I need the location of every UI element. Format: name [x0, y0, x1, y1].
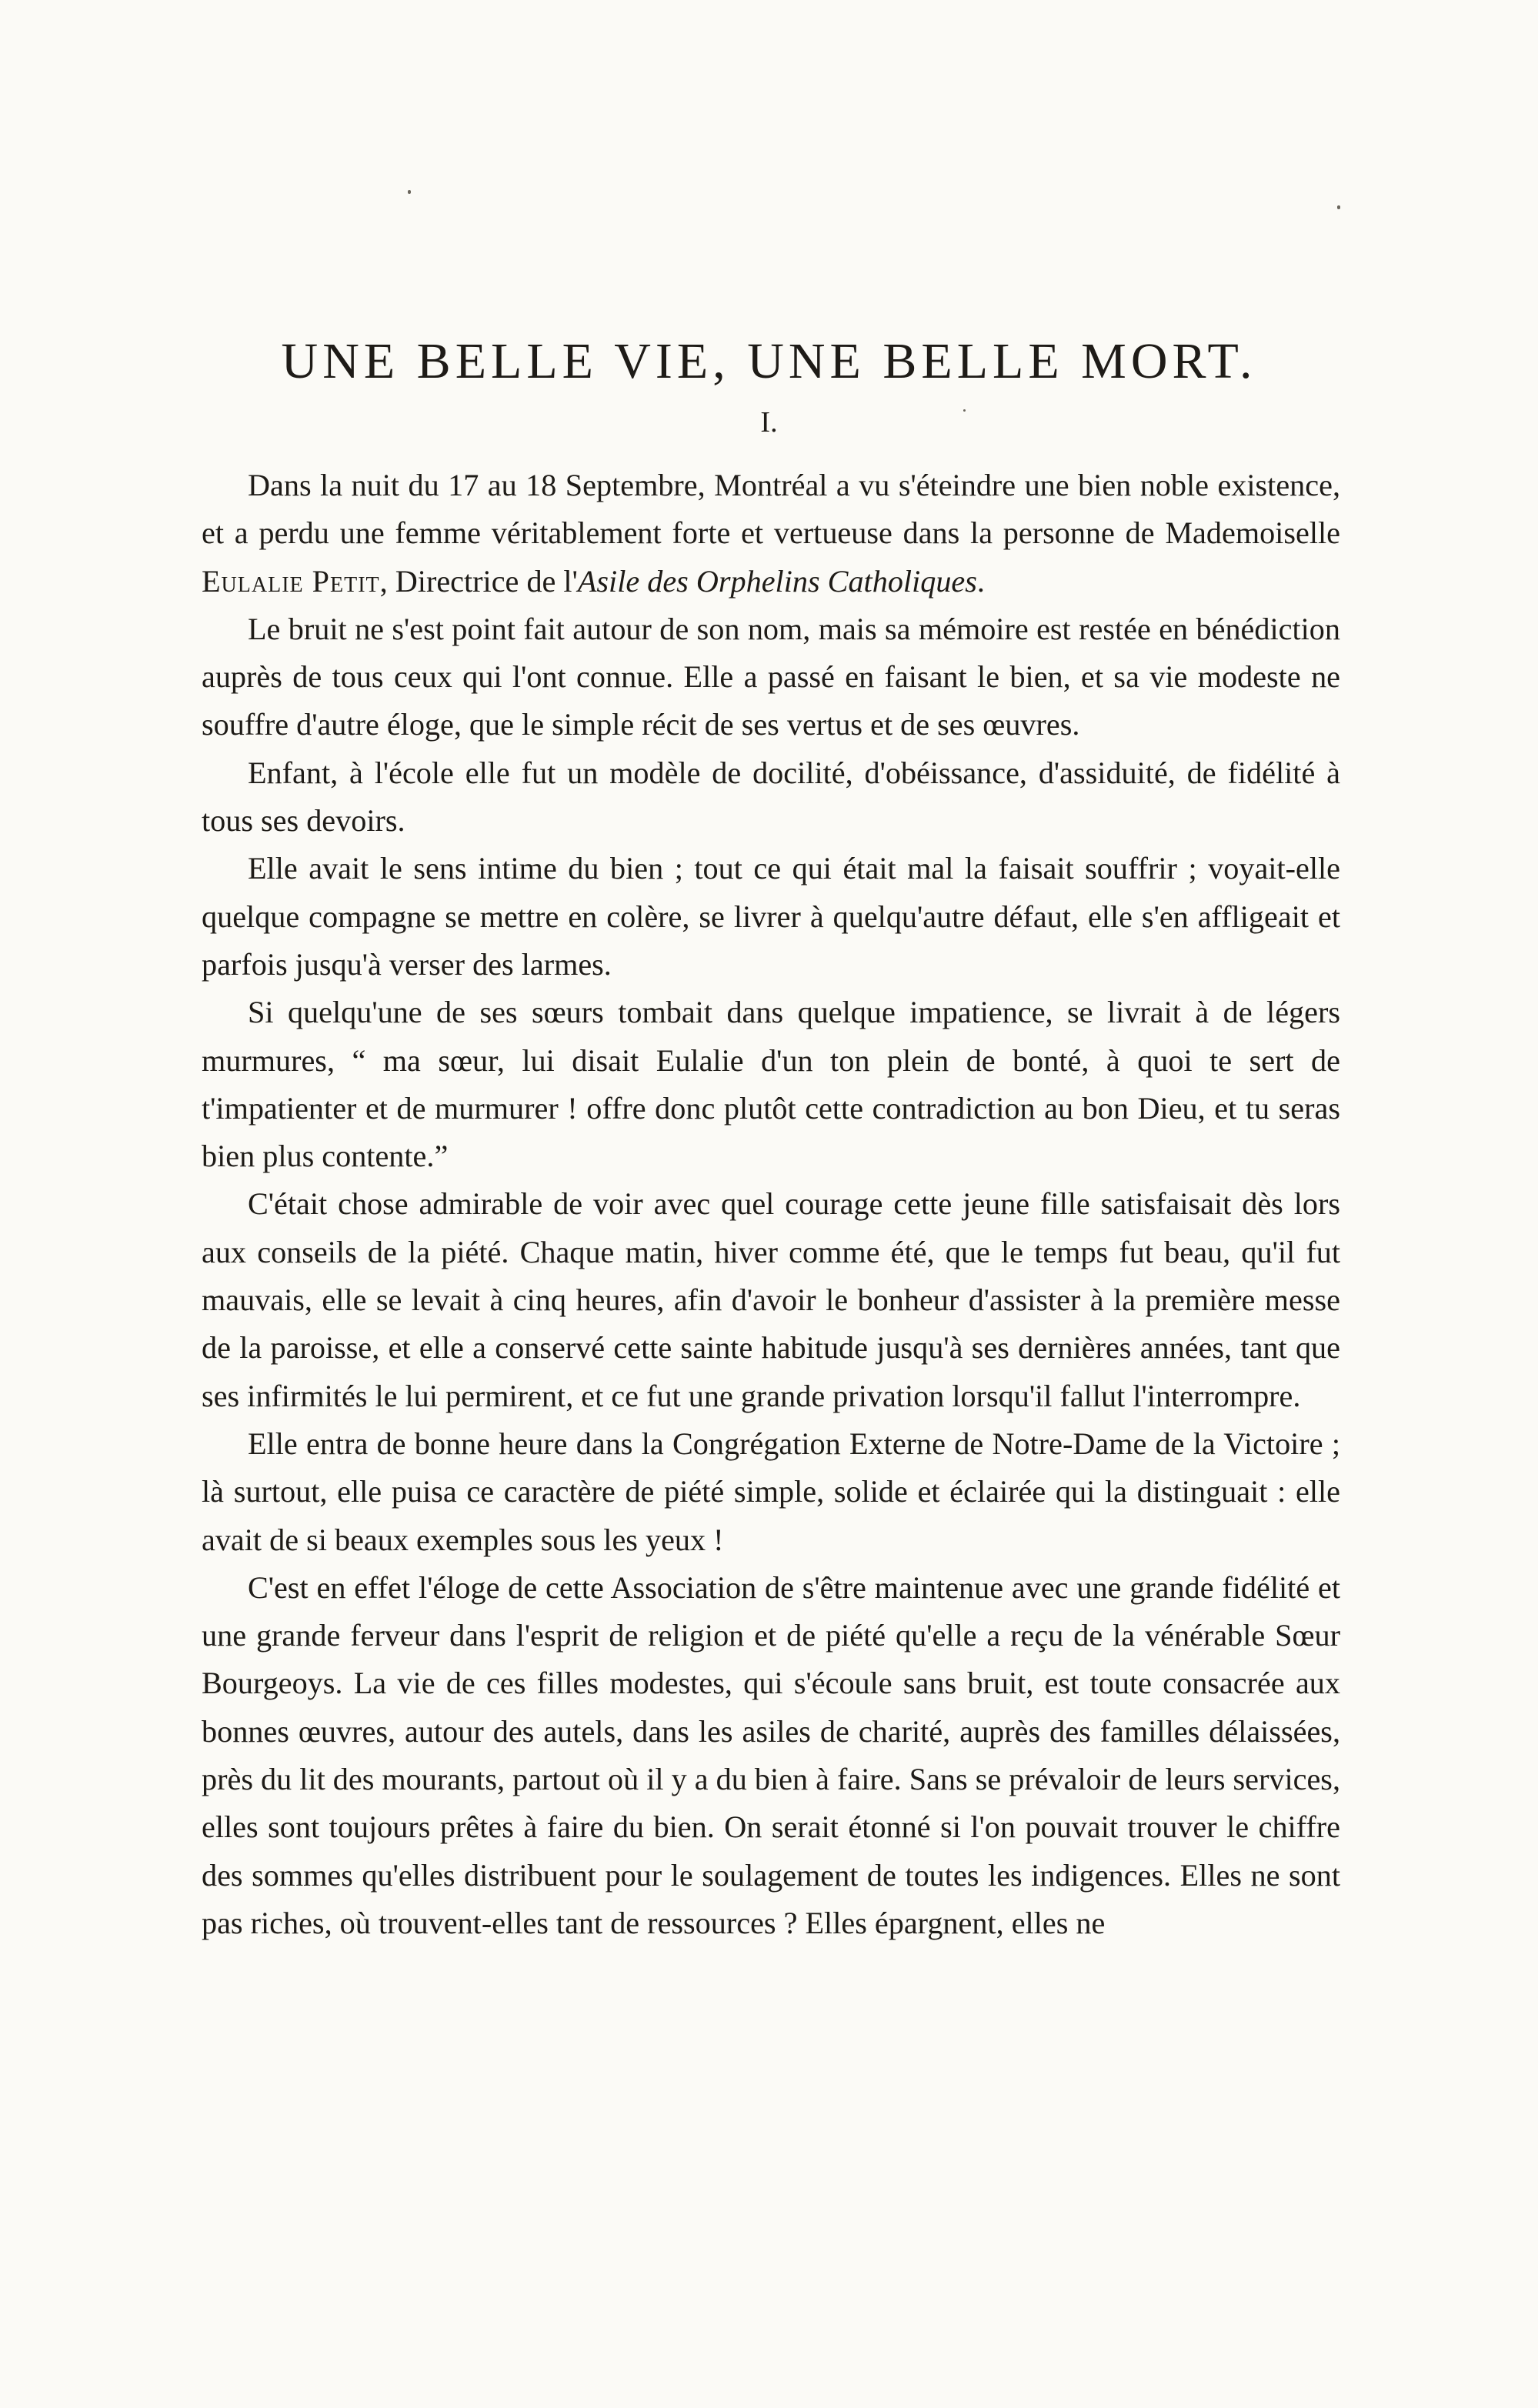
page-title: UNE BELLE VIE, UNE BELLE MORT.	[281, 333, 1257, 389]
text-run: Si quelqu'une de ses sœurs tombait dans quelque impatience, se livrait à de légers murmures, “ ma sœur, lui disait Eulalie d'un ton plein de bonté, à quoi te sert de t'impatienter et de murmurer ! offre donc plutôt cette contradiction au bon Dieu, et tu seras bien plus contente.”	[202, 995, 1340, 1174]
section-number: I.	[760, 406, 778, 439]
text-run: Elle entra de bonne heure dans la Congrégation Externe de Notre-Dame de la Victoire ; là surtout, elle puisa ce caractère de piété simple, solide et éclairée qui la distinguait : elle avait de si beaux exemples sous les yeux !	[202, 1426, 1340, 1557]
paragraph	[202, 1564, 1340, 1947]
paragraph	[202, 989, 1340, 1180]
paragraph	[202, 845, 1340, 989]
institution-name: Asile des Orphelins Catholiques	[577, 563, 977, 599]
text-run: Dans la nuit du 17 au 18 Septembre, Montréal a vu s'éteindre une bien noble existence, et a perdu une femme véritablement forte et vertueuse dans la personne de Mademoiselle	[202, 468, 1340, 551]
ink-speck	[1337, 205, 1340, 209]
text-run: , Directrice de l'	[379, 563, 578, 599]
paragraph	[202, 1420, 1340, 1564]
paragraph	[202, 605, 1340, 749]
text-run: C'était chose admirable de voir avec quel courage cette jeune fille satisfaisait dès lors aux conseils de la piété. Chaque matin, hiver comme été, que le temps fut beau, qu'il fut mauvais, elle se levait à cinq heures, afin d'avoir le bonheur d'assister à la première messe de la paroisse, et elle a conservé cette sainte habitude jusqu'à ses dernières années, tant que ses infirmités le lui permirent, et ce fut une grande privation lorsqu'il fallut l'interrompre.	[202, 1186, 1340, 1413]
person-name: Eulalie Petit	[202, 563, 380, 599]
ink-speck	[408, 190, 411, 194]
text-run: C'est en effet l'éloge de cette Association de s'être maintenue avec une grande fidélité et une grande ferveur dans l'esprit de religion et de piété qu'elle a reçu de la vénérable Sœur Bourgeoys. La vie de ces filles modestes, qui s'écoule sans bruit, est toute consacrée aux bonnes œuvres, autour des autels, dans les asiles de charité, auprès des familles délaissées, près du lit des mourants, partout où il y a du bien à faire. Sans se prévaloir de leurs services, elles sont toujours prêtes à faire du bien. On serait étonné si l'on pouvait trouver le chiffre des sommes qu'elles distribuent pour le soulagement de toutes les indigences. Elles ne sont pas riches, où trouvent-elles tant de ressources ? Elles épargnent, elles ne	[202, 1569, 1340, 1940]
text-run: Le bruit ne s'est point fait autour de son nom, mais sa mémoire est restée en bénédiction auprès de tous ceux qui l'ont connue. Elle a passé en faisant le bien, et sa vie modeste ne souffre d'autre éloge, que le simple récit de ses vertus et de ses œuvres.	[202, 611, 1340, 742]
paragraph	[202, 1180, 1340, 1419]
paragraph	[202, 462, 1340, 605]
paragraph	[202, 749, 1340, 845]
text-run: Enfant, à l'école elle fut un modèle de docilité, d'obéissance, d'assiduité, de fidélité à tous ses devoirs.	[202, 755, 1340, 839]
text-run: Elle avait le sens intime du bien ; tout ce qui était mal la faisait souffrir ; voyait-elle quelque compagne se mettre en colère, se livrer à quelqu'autre défaut, elle s'en affligeait et parfois jusqu'à verser des larmes.	[202, 851, 1340, 982]
text-run: .	[976, 563, 985, 599]
body-text	[202, 462, 1340, 1947]
